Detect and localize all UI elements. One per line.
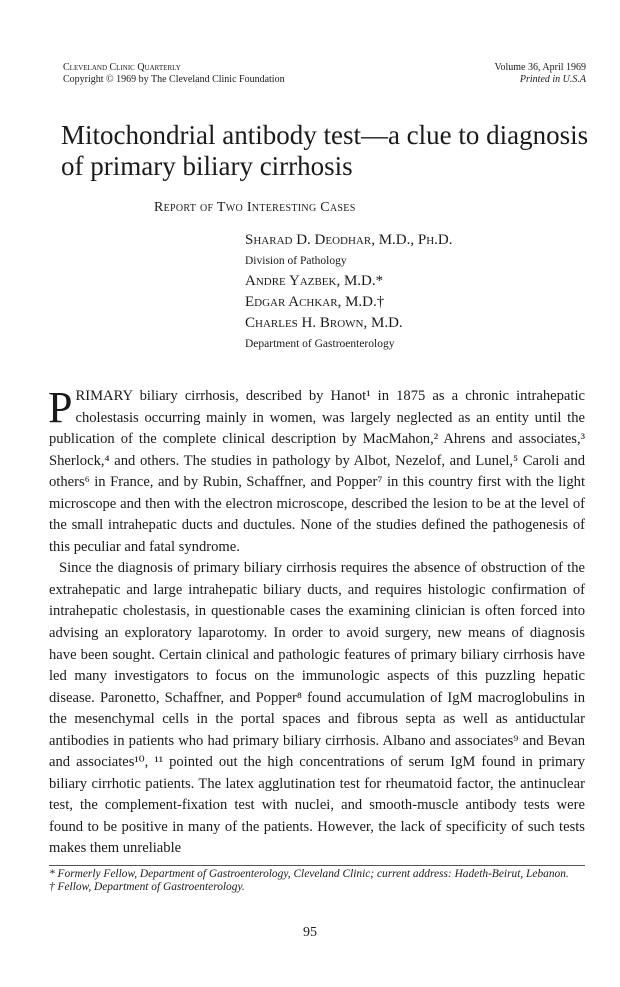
footnotes [49, 865, 585, 893]
paragraph-2: Since the diagnosis of primary biliary cirrhosis requires the absence of obstruction of the extrahepatic and large intrahepatic biliary ducts, and requires histologic confirmation of intrahepatic cholestasis, in questionable cases the examining clinician is often forced into advising an exploratory laparotomy. In order to avoid surgery, new means of diagnosis have been sought. Certain clinical and pathologic features of primary biliary cirrhosis have led many investigators to focus on the immunologic aspects of this puzzling hepatic disease. Paronetto, Schaffner, and Popper⁸ found accumulation of IgM macroglobulins in the mesenchymal cells in the portal spaces and fibrous septa as well as antiductular antibodies in patients who had primary biliary cirrhosis. Albano and associates⁹ and Bevan and associates¹⁰, ¹¹ pointed out the high concentrations of serum IgM found in primary biliary cirrhotic patients. The latex agglutination test for rheumatoid factor, the antinuclear test, the complement-fixation test with nuclei, and smooth-muscle antibody tests were found to be positive in many of the patients. However, the lack of specificity of such tests makes them unreliable [49, 560, 585, 857]
author-block [245, 230, 453, 354]
page-number: 95 [303, 925, 317, 940]
article-subtitle: Report of Two Interesting Cases [154, 200, 356, 215]
footnote-2: † Fellow, Department of Gastroenterology. [49, 880, 245, 893]
author-3: Edgar Achkar, M.D.† [245, 294, 385, 310]
running-header-left [63, 62, 285, 86]
affiliation-pathology: Division of Pathology [245, 255, 347, 267]
paragraph-1 [48, 383, 585, 558]
volume-line: Volume 36, April 1969 [494, 62, 586, 73]
journal-name: Cleveland Clinic Quarterly [63, 62, 181, 73]
article-title: Mitochondrial antibody test—a clue to diagnosis of primary biliary cirrhosis [61, 120, 589, 181]
author-4: Charles H. Brown, M.D. [245, 315, 403, 331]
footnote-1: * Formerly Fellow, Department of Gastroenterology, Cleveland Clinic; current address: Hadeth-Beirut, Lebanon. [49, 868, 569, 880]
paragraph-1-text: RIMARY biliary cirrhosis, described by Hanot¹ in 1875 as a chronic intrahepatic cholestasis occurring mainly in women, was largely neglected as an entity until the publication of the complete clinical description by MacMahon,² Ahrens and associates,³ Sherlock,⁴ and others. The studies in pathology by Albot, Nezelof, and Lunel,⁵ Caroli and others⁶ in France, and by Rubin, Schaffner, and Popper⁷ in this country first with the light microscope and then with the electron microscope, described the lesion to be at the level of the small intrahepatic ducts and ductules. None of the studies defined the pathogenesis of this peculiar and fatal syndrome. [49, 388, 585, 555]
affiliation-gastroenterology: Department of Gastroenterology [245, 338, 395, 350]
article-body [48, 383, 585, 860]
author-2: Andre Yazbek, M.D.* [245, 273, 384, 289]
drop-cap: P [48, 383, 73, 432]
author-1: Sharad D. Deodhar, M.D., Ph.D. [245, 232, 453, 248]
copyright-line: Copyright © 1969 by The Cleveland Clinic Foundation [63, 74, 285, 85]
running-header-right [495, 62, 586, 86]
printed-line: Printed in U.S.A [519, 74, 586, 85]
